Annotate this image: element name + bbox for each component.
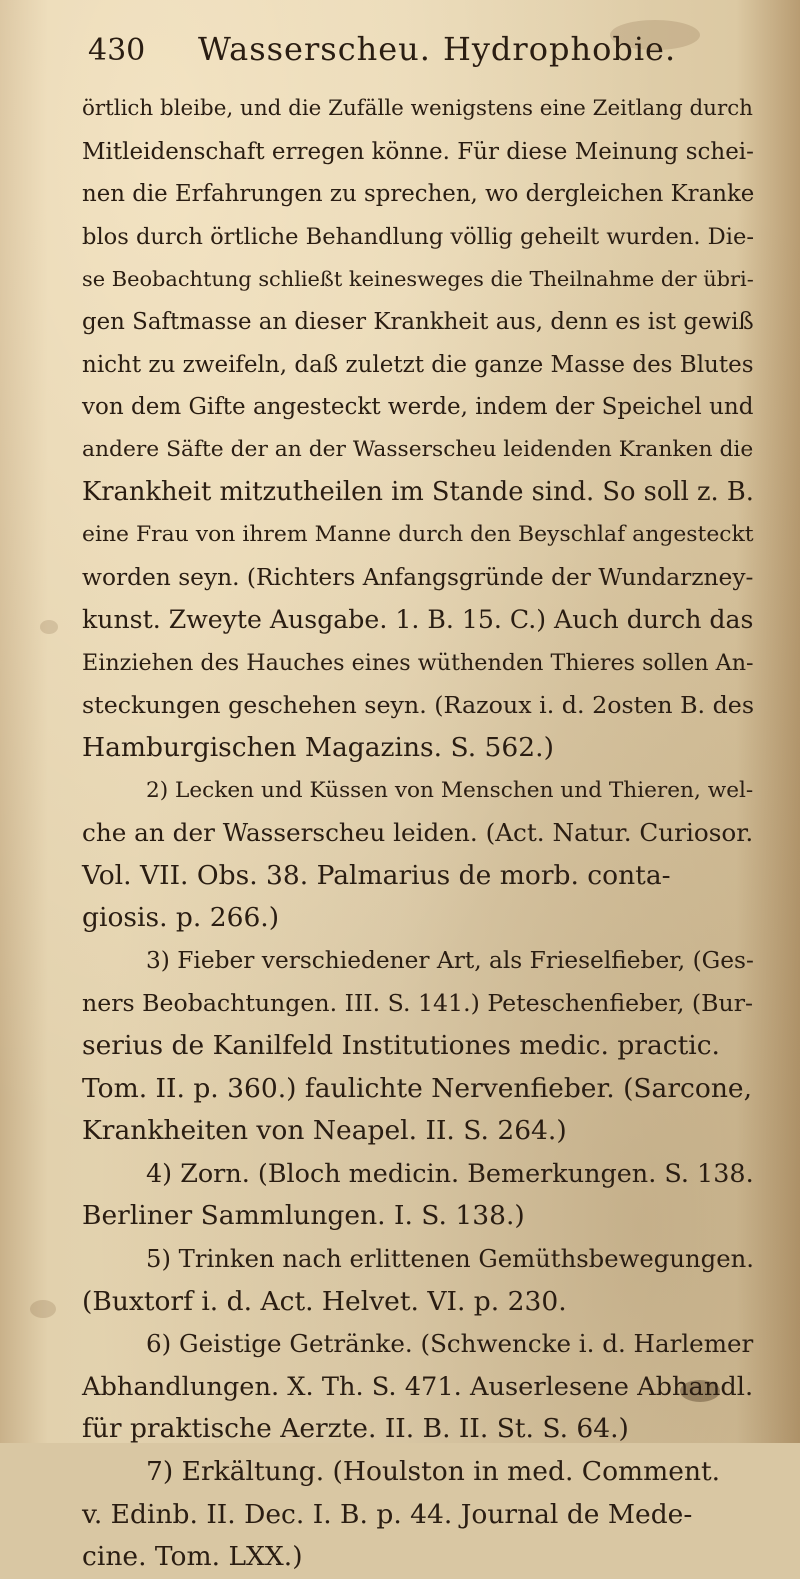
text-line: cine. Tom. LXX.) — [82, 1541, 303, 1573]
text-line: worden seyn. (Richters Anfangsgründe der Wundarzney- — [82, 563, 754, 591]
running-title-german: Wasserscheu. — [198, 30, 431, 68]
text-line: Einziehen des Hauches eines wüthenden Thieres sollen An- — [82, 649, 754, 676]
list-item-start: 7) Erkältung. (Houlston in med. Comment. — [146, 1456, 721, 1487]
text-line: giosis. p. 266.) — [82, 902, 280, 934]
paper-stain — [30, 1300, 56, 1318]
text-line: eine Frau von ihrem Manne durch den Beyschlaf angesteckt — [82, 521, 754, 547]
page-number: 430 — [88, 33, 146, 68]
text-line: für praktische Aerzte. II. B. II. St. S. 64.) — [82, 1413, 629, 1445]
list-item-start: 4) Zorn. (Bloch medicin. Bemerkungen. S. 138. — [146, 1158, 754, 1189]
text-line: serius de Kanilfeld Institutiones medic. practic. — [82, 1030, 720, 1062]
text-line: blos durch örtliche Behandlung völlig geheilt wurden. Die- — [82, 223, 754, 250]
text-line: von dem Gifte angesteckt werde, indem der Speichel und — [82, 394, 754, 421]
running-header — [88, 30, 740, 78]
text-line: Abhandlungen. X. Th. S. 471. Auserlesene Abhandl. — [82, 1371, 754, 1402]
running-title-greek: Hydrophobie. — [442, 30, 677, 68]
list-item-start: 5) Trinken nach erlittenen Gemüthsbewegungen. — [146, 1244, 754, 1274]
body-text — [82, 88, 754, 1579]
text-line: andere Säfte der an der Wasserscheu leidenden Kranken die — [82, 436, 754, 462]
text-line: (Buxtorf i. d. Act. Helvet. VI. p. 230. — [82, 1285, 567, 1317]
text-line: Krankheiten von Neapel. II. S. 264.) — [82, 1115, 567, 1147]
text-line: che an der Wasserscheu leiden. (Act. Natur. Curiosor. — [82, 818, 754, 848]
text-line: Tom. II. p. 360.) faulichte Nervenfieber. (Sarcone, — [82, 1072, 752, 1104]
text-line: steckungen geschehen seyn. (Razoux i. d. 2osten B. des — [82, 691, 755, 720]
text-line: Vol. VII. Obs. 38. Palmarius de morb. conta- — [82, 859, 671, 891]
text-line: kunst. Zweyte Ausgabe. 1. B. 15. C.) Auch durch das — [82, 605, 754, 635]
text-line: se Beobachtung schließt keinesweges die Theilnahme der übri- — [82, 267, 754, 292]
text-line: v. Edinb. II. Dec. I. B. p. 44. Journal de Mede- — [82, 1498, 693, 1530]
cause-list — [82, 770, 754, 1579]
text-line: gen Saftmasse an dieser Krankheit aus, denn es ist gewiß — [82, 308, 754, 335]
paper-stain — [40, 620, 58, 634]
text-line: nen die Erfahrungen zu sprechen, wo dergleichen Kranke — [82, 181, 755, 208]
text-line: Hamburgischen Magazins. S. 562.) — [82, 731, 554, 763]
text-line: Mitleidenschaft erregen könne. Für diese Meinung schei- — [82, 138, 754, 165]
running-title — [198, 30, 676, 68]
text-line: Krankheit mitzutheilen im Stande sind. So soll z. B. — [82, 477, 754, 508]
text-line: nicht zu zweifeln, daß zuletzt die ganze Masse des Blutes — [82, 351, 754, 378]
list-item-start: 2) Lecken und Küssen von Menschen und Thieren, wel- — [146, 777, 754, 803]
text-line: ners Beobachtungen. III. S. 141.) Peteschenfieber, (Bur- — [82, 989, 754, 1018]
list-item-start: 3) Fieber verschiedener Art, als Frieselfieber, (Ges- — [146, 946, 754, 974]
text-line: Berliner Sammlungen. I. S. 138.) — [82, 1200, 525, 1232]
text-line: örtlich bleibe, und die Zufälle wenigstens eine Zeitlang durch — [82, 96, 753, 121]
list-item-start: 6) Geistige Getränke. (Schwencke i. d. Harlemer — [146, 1329, 754, 1359]
